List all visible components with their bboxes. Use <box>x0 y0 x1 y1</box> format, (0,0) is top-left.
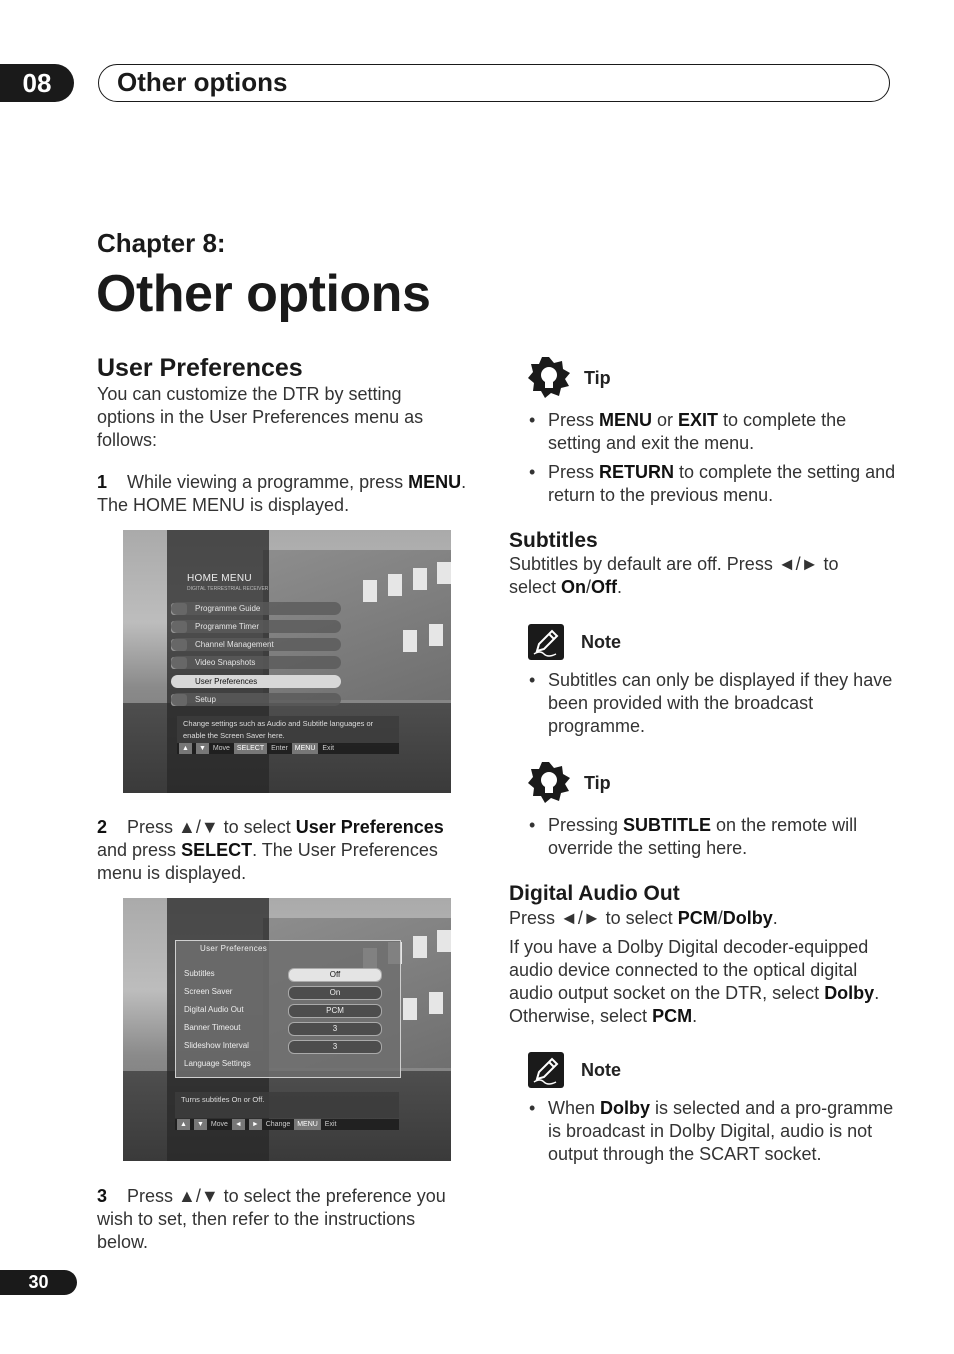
chapter-title: Other options <box>96 265 431 323</box>
user-preferences-screenshot <box>123 898 451 1161</box>
home-menu-subtitle: DIGITAL TERRESTRIAL RECEIVER <box>187 586 269 592</box>
up-arrow-icon: ▲ <box>179 743 192 754</box>
body-text: / <box>717 908 723 928</box>
nav-change-label: Change <box>265 1121 291 1128</box>
preferences-title: User Preferences <box>200 944 268 953</box>
chapter-label: Chapter 8: <box>97 228 226 258</box>
intro-text: You can customize the DTR by setting options in the User Preferences menu as follows: <box>97 384 424 450</box>
bullet-text: Press <box>548 462 600 482</box>
step-text: Press ▲/▼ to select the preference you wish to set, then refer to the instructions below. <box>97 1186 446 1252</box>
bullet-text: on the remote will override the setting here. <box>548 815 858 858</box>
down-arrow-icon: ▼ <box>196 743 209 754</box>
note1-bullet-1: • Subtitles can only be displayed if they have been provided with the broadcast programme. <box>529 669 898 738</box>
pref-row-slideshow-interval[interactable] <box>180 1037 396 1055</box>
pref-row-subtitles[interactable] <box>180 965 396 983</box>
pref-label: Banner Timeout <box>184 1023 241 1032</box>
bullet-key: RETURN <box>599 462 675 482</box>
pref-row-digital-audio-out[interactable] <box>180 1001 396 1019</box>
pref-label: Digital Audio Out <box>184 1005 244 1014</box>
step-2 <box>97 816 467 885</box>
menu-key: MENU <box>294 1119 321 1130</box>
digital-audio-paragraph <box>509 936 889 1028</box>
body-text: If you have a Dolby Digital decoder-equipped audio device connected to the optical digital audio output socket on the DTR, select <box>509 937 869 1003</box>
section-title-user-preferences: User Preferences <box>97 354 303 382</box>
menu-item-setup[interactable]: Setup <box>171 693 341 706</box>
chapter-number-tab: 08 <box>0 64 74 102</box>
bullet-text: is selected and a pro-gramme is broadcast in Dolby Digital, audio is not output through the SCART socket. <box>548 1098 894 1164</box>
pref-value[interactable]: PCM <box>288 1004 382 1018</box>
pref-label: Subtitles <box>184 969 215 978</box>
pref-value[interactable]: Off <box>288 968 382 982</box>
running-title: Other options <box>117 67 288 97</box>
bullet-key: MENU <box>599 410 653 430</box>
nav-move-label: Move <box>212 745 230 752</box>
preferences-navbar <box>175 1119 399 1130</box>
pref-value[interactable]: 3 <box>288 1022 382 1036</box>
body-text: . <box>617 577 623 597</box>
down-arrow-icon: ▼ <box>194 1119 207 1130</box>
subtitles-heading: Subtitles <box>509 529 598 552</box>
step-key: MENU <box>408 472 462 492</box>
tip-label: Tip <box>584 773 611 793</box>
body-text: Press ◄/► to select <box>509 908 678 928</box>
pref-row-language-settings[interactable] <box>180 1055 396 1073</box>
menu-item-programme-guide[interactable]: Programme Guide <box>171 602 341 615</box>
bullet-key: SUBTITLE <box>623 815 712 835</box>
page-number: 30 <box>0 1270 77 1295</box>
body-key: Off <box>591 577 618 597</box>
tip2-bullet-1 <box>529 814 898 860</box>
left-arrow-icon: ◄ <box>232 1119 245 1130</box>
bullet-text: Pressing <box>548 815 624 835</box>
tip1-bullet-2 <box>529 461 903 507</box>
body-key: On <box>561 577 587 597</box>
note-pencil-icon <box>528 1052 564 1088</box>
menu-item-programme-timer[interactable]: Programme Timer <box>171 620 341 633</box>
body-key: PCM <box>652 1006 693 1026</box>
home-menu-hint: Change settings such as Audio and Subtitle languages or enable the Screen Saver here. <box>177 716 399 744</box>
bullet-text: or <box>652 410 679 430</box>
body-key: Dolby <box>722 908 773 928</box>
pref-label: Screen Saver <box>184 987 233 996</box>
bullet-key: Dolby <box>600 1098 651 1118</box>
step-key: SELECT <box>181 840 253 860</box>
step-number: 2 <box>97 817 108 837</box>
nav-exit-label: Exit <box>322 745 335 752</box>
step-number: 3 <box>97 1186 108 1206</box>
preferences-hint: Turns subtitles On or Off. <box>175 1092 399 1118</box>
nav-exit-label: Exit <box>324 1121 337 1128</box>
body-key: PCM <box>677 908 718 928</box>
step-1 <box>97 471 467 517</box>
note2-bullet-1 <box>529 1097 898 1166</box>
step-3 <box>97 1185 469 1254</box>
note-label: Note <box>581 1060 621 1080</box>
body-text: . <box>692 1006 698 1026</box>
body-text: . Otherwise, select <box>509 983 880 1026</box>
step-text: . The HOME MENU is displayed. <box>97 472 467 515</box>
pref-row-banner-timeout[interactable] <box>180 1019 396 1037</box>
bullet-text: Press <box>548 410 600 430</box>
running-header <box>98 64 890 102</box>
bullet-key: EXIT <box>678 410 719 430</box>
tip-lightbulb-icon <box>527 761 571 805</box>
menu-item-channel-management[interactable]: Channel Management <box>171 638 341 651</box>
body-text: Subtitles by default are off. Press ◄/► to select <box>509 554 839 597</box>
step-number: 1 <box>97 472 108 492</box>
step-text: and press <box>97 840 182 860</box>
pref-row-screen-saver[interactable] <box>180 983 396 1001</box>
home-menu-screenshot <box>123 530 451 793</box>
digital-audio-line1 <box>509 907 879 930</box>
note-pencil-icon <box>528 624 564 660</box>
pref-value[interactable]: 3 <box>288 1040 382 1054</box>
tip-label: Tip <box>584 368 611 388</box>
body-text: . <box>772 908 778 928</box>
step-key: User Preferences <box>295 817 444 837</box>
home-menu-navbar <box>177 743 399 754</box>
note-label: Note <box>581 632 621 652</box>
nav-enter-label: Enter <box>271 745 288 752</box>
step-text: Press ▲/▼ to select <box>127 817 296 837</box>
bullet-text: When <box>548 1098 601 1118</box>
tip-lightbulb-icon <box>527 356 571 400</box>
preferences-panel <box>175 940 401 1078</box>
menu-item-user-preferences[interactable]: User Preferences <box>171 675 341 688</box>
menu-key: MENU <box>292 743 319 754</box>
step-text: While viewing a programme, press <box>127 472 409 492</box>
nav-move-label: Move <box>210 1121 228 1128</box>
body-key: Dolby <box>824 983 875 1003</box>
up-arrow-icon: ▲ <box>177 1119 190 1130</box>
right-arrow-icon: ► <box>249 1119 262 1130</box>
body-text: / <box>586 577 592 597</box>
digital-audio-heading: Digital Audio Out <box>509 882 680 905</box>
step-text: . The User Preferences menu is displayed. <box>97 840 438 883</box>
bullet-text: to complete the setting and exit the menu. <box>548 410 847 453</box>
subtitles-text <box>509 553 879 599</box>
menu-item-video-snapshots[interactable]: Video Snapshots <box>171 656 341 669</box>
pref-label: Slideshow Interval <box>184 1041 249 1050</box>
pref-label: Language Settings <box>184 1059 251 1068</box>
bullet-text: to complete the setting and return to the previous menu. <box>548 462 896 505</box>
pref-value[interactable]: On <box>288 986 382 1000</box>
home-menu-title: HOME MENU <box>187 573 252 584</box>
select-key: SELECT <box>234 743 267 754</box>
tip1-bullet-1 <box>529 409 893 455</box>
